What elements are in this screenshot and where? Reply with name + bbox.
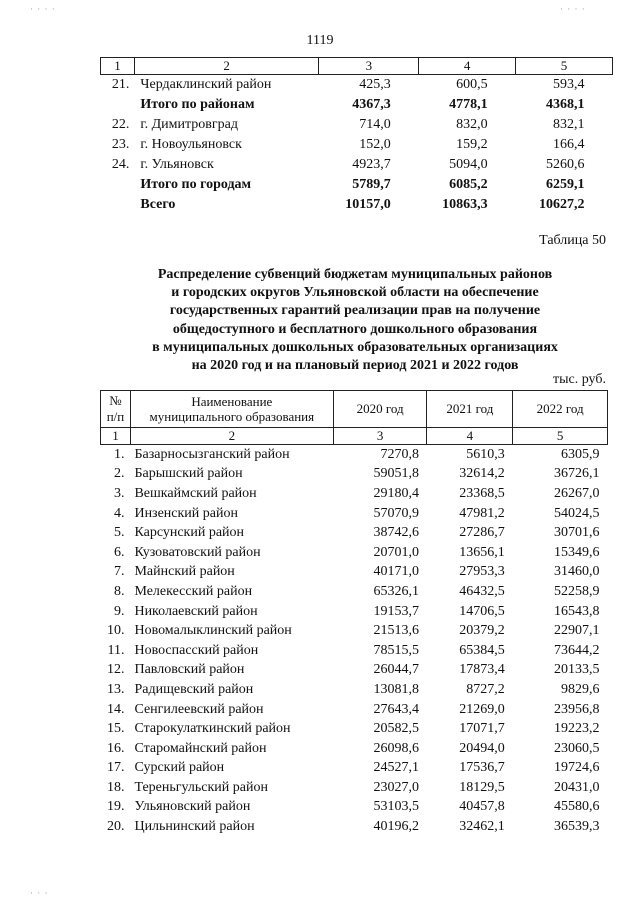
header-number: № п/п <box>101 391 131 428</box>
header-name: Наименование муниципального образования <box>130 391 333 428</box>
row-number: 1. <box>113 446 125 462</box>
column-number: 5 <box>513 428 608 445</box>
value-2022: 22907,1 <box>554 623 600 639</box>
value-2021: 17071,7 <box>459 721 505 737</box>
title-line: и городских округов Ульяновской области на обеспечение <box>171 285 539 301</box>
value-2020: 59051,8 <box>373 466 419 482</box>
header-2022: 2022 год <box>513 391 608 428</box>
municipality-name: Вешкаймский район <box>134 485 257 501</box>
municipality-name: Новоспасский район <box>134 642 259 658</box>
row-number: 17. <box>106 760 125 776</box>
value-2021: 14706,5 <box>459 603 505 619</box>
value-2020: 53103,5 <box>373 799 419 815</box>
municipality-name: Николаевский район <box>134 603 258 619</box>
row-number: 13. <box>106 681 125 697</box>
table-row <box>101 484 608 504</box>
value-2022: 73644,2 <box>554 642 600 658</box>
column-number: 5 <box>516 58 613 75</box>
row-number <box>101 195 135 215</box>
value-2021: 47981,2 <box>459 505 505 521</box>
row-number: 10. <box>106 623 125 639</box>
value-2021: 159,2 <box>456 137 488 152</box>
column-number-row <box>101 428 608 445</box>
value-2020: 57070,9 <box>373 505 419 521</box>
header-2020: 2020 год <box>333 391 427 428</box>
table-header-row <box>101 391 608 428</box>
table-label: Таблица 50 <box>539 233 606 248</box>
value-2021: 46432,5 <box>459 583 505 599</box>
municipality-name: Павловский район <box>134 662 245 678</box>
value-2020: 29180,4 <box>373 485 419 501</box>
value-2020: 4367,3 <box>352 97 391 112</box>
row-number: 18. <box>106 779 125 795</box>
municipality-name: Старомайнский район <box>134 740 267 756</box>
value-2022: 16543,8 <box>554 603 600 619</box>
value-2022: 6259,1 <box>546 177 585 192</box>
value-2020: 40196,2 <box>373 819 419 835</box>
value-2021: 20494,0 <box>459 740 505 756</box>
municipality-name: Новомалыклинский район <box>134 623 292 639</box>
municipality-name: Итого по районам <box>140 97 255 112</box>
value-2020: 10157,0 <box>345 197 391 212</box>
municipality-name: Мелекесский район <box>134 583 253 599</box>
municipality-name: г. Ульяновск <box>140 157 214 172</box>
table-row <box>101 778 608 798</box>
header-2021: 2021 год <box>427 391 513 428</box>
row-number: 6. <box>113 544 125 560</box>
value-2022: 20133,5 <box>554 662 600 678</box>
value-2022: 6305,9 <box>561 446 600 462</box>
table-row <box>101 543 608 563</box>
value-2021: 10863,3 <box>442 197 488 212</box>
value-2020: 20701,0 <box>373 544 419 560</box>
municipality-name: Старокулаткинский район <box>134 721 291 737</box>
value-2022: 593,4 <box>553 77 585 92</box>
value-2020: 38742,6 <box>373 525 419 541</box>
value-2021: 20379,2 <box>459 623 505 639</box>
value-2020: 19153,7 <box>373 603 419 619</box>
value-2020: 78515,5 <box>373 642 419 658</box>
value-2022: 30701,6 <box>554 525 600 541</box>
row-number: 22. <box>111 117 130 132</box>
column-number: 3 <box>319 58 419 75</box>
value-2020: 152,0 <box>359 137 391 152</box>
value-2022: 4368,1 <box>546 97 585 112</box>
column-number: 2 <box>134 58 318 75</box>
value-2021: 27953,3 <box>459 564 505 580</box>
value-2022: 15349,6 <box>554 544 600 560</box>
row-number <box>101 95 135 115</box>
column-number: 1 <box>101 58 135 75</box>
row-number: 20. <box>106 819 125 835</box>
value-2022: 166,4 <box>553 137 585 152</box>
value-2022: 832,1 <box>553 117 585 132</box>
title-line: на 2020 год и на плановый период 2021 и 2022 годов <box>191 358 519 374</box>
municipality-name: Барышский район <box>134 466 243 482</box>
table-row <box>101 700 608 720</box>
municipality-name: Кузоватовский район <box>134 544 261 560</box>
unit-label: тыс. руб. <box>553 372 606 387</box>
value-2022: 36726,1 <box>554 466 600 482</box>
value-2021: 23368,5 <box>459 485 505 501</box>
value-2022: 20431,0 <box>554 779 600 795</box>
municipality-name: Итого по городам <box>140 177 252 192</box>
table-title <box>90 266 620 375</box>
scan-mark: · · · · <box>560 4 586 14</box>
row-number: 21. <box>111 77 130 92</box>
value-2021: 5610,3 <box>466 446 505 462</box>
municipality-name: Сенгилеевский район <box>134 701 264 717</box>
value-2020: 40171,0 <box>373 564 419 580</box>
row-number: 4. <box>113 505 125 521</box>
value-2022: 9829,6 <box>561 681 600 697</box>
column-number: 3 <box>333 428 427 445</box>
value-2021: 17536,7 <box>459 760 505 776</box>
column-number: 2 <box>130 428 333 445</box>
row-number: 2. <box>113 466 125 482</box>
row-number: 3. <box>113 485 125 501</box>
municipality-name: Тереньгульский район <box>134 779 268 795</box>
value-2022: 19724,6 <box>554 760 600 776</box>
municipality-name: Инзенский район <box>134 505 238 521</box>
value-2021: 27286,7 <box>459 525 505 541</box>
value-2022: 52258,9 <box>554 583 600 599</box>
value-2020: 7270,8 <box>380 446 419 462</box>
row-number: 5. <box>113 525 125 541</box>
value-2021: 40457,8 <box>459 799 505 815</box>
municipality-name: Сурский район <box>134 760 225 776</box>
title-line: общедоступного и бесплатного дошкольного образования <box>172 321 538 337</box>
table-row <box>101 798 608 818</box>
table-row <box>101 621 608 641</box>
table-row <box>101 135 613 155</box>
value-2020: 21513,6 <box>373 623 419 639</box>
municipality-name: Базарносызганский район <box>134 446 290 462</box>
municipality-name: Чердаклинский район <box>140 77 272 92</box>
value-2021: 13656,1 <box>459 544 505 560</box>
value-2020: 24527,1 <box>373 760 419 776</box>
table-row <box>101 680 608 700</box>
table-row <box>101 155 613 175</box>
row-number: 15. <box>106 721 125 737</box>
table-row <box>101 504 608 524</box>
table-row <box>101 661 608 681</box>
table-row <box>101 641 608 661</box>
value-2021: 65384,5 <box>459 642 505 658</box>
value-2021: 600,5 <box>456 77 488 92</box>
scan-mark: · · · <box>30 888 49 898</box>
municipality-name: Карсунский район <box>134 525 245 541</box>
value-2020: 425,3 <box>359 77 391 92</box>
value-2021: 17873,4 <box>459 662 505 678</box>
table-row <box>101 563 608 583</box>
table-row <box>101 445 608 465</box>
row-number: 19. <box>106 799 125 815</box>
row-number: 24. <box>111 157 130 172</box>
title-line: Распределение субвенций бюджетам муниципальных районов <box>157 267 553 282</box>
value-2020: 20582,5 <box>373 721 419 737</box>
table-row <box>101 115 613 135</box>
municipality-name: г. Новоульяновск <box>140 137 242 152</box>
row-number: 7. <box>113 564 125 580</box>
row-number: 8. <box>113 583 125 599</box>
table-row <box>101 582 608 602</box>
value-2020: 27643,4 <box>373 701 419 717</box>
table-row <box>101 739 608 759</box>
value-2021: 32462,1 <box>459 819 505 835</box>
value-2022: 23956,8 <box>554 701 600 717</box>
table-row <box>101 817 608 837</box>
municipality-name: Цильнинский район <box>134 819 255 835</box>
value-2021: 21269,0 <box>459 701 505 717</box>
table-row <box>101 602 608 622</box>
value-2021: 18129,5 <box>459 779 505 795</box>
value-2022: 45580,6 <box>554 799 600 815</box>
value-2022: 10627,2 <box>539 197 585 212</box>
value-2020: 5789,7 <box>352 177 391 192</box>
table-row <box>101 523 608 543</box>
municipality-name: г. Димитровград <box>140 117 238 132</box>
value-2020: 714,0 <box>359 117 391 132</box>
value-2020: 4923,7 <box>352 157 391 172</box>
value-2020: 26098,6 <box>373 740 419 756</box>
value-2021: 6085,2 <box>449 177 488 192</box>
value-2021: 832,0 <box>456 117 488 132</box>
row-number: 9. <box>113 603 125 619</box>
title-line: в муниципальных дошкольных образовательных организациях <box>152 339 558 355</box>
row-number: 14. <box>106 701 125 717</box>
value-2022: 23060,5 <box>554 740 600 756</box>
column-number: 4 <box>427 428 513 445</box>
column-number: 4 <box>419 58 516 75</box>
value-2021: 32614,2 <box>459 466 505 482</box>
municipality-name: Майнский район <box>134 564 235 580</box>
value-2022: 5260,6 <box>546 157 585 172</box>
table-row <box>101 95 613 115</box>
page-number: 1119 <box>306 33 334 48</box>
value-2022: 26267,0 <box>554 485 600 501</box>
column-number-row <box>101 58 613 75</box>
value-2021: 4778,1 <box>449 97 488 112</box>
table-row <box>101 719 608 739</box>
value-2021: 5094,0 <box>449 157 488 172</box>
row-number: 12. <box>106 662 125 678</box>
value-2022: 19223,2 <box>554 721 600 737</box>
municipality-name: Всего <box>140 197 176 212</box>
title-line: государственных гарантий реализации прав на получение <box>169 303 541 319</box>
row-number: 11. <box>107 642 125 658</box>
value-2022: 54024,5 <box>554 505 600 521</box>
municipality-name: Радищевский район <box>134 681 254 697</box>
value-2020: 23027,0 <box>373 779 419 795</box>
table-row <box>101 465 608 485</box>
value-2021: 8727,2 <box>466 681 505 697</box>
table-row <box>101 195 613 215</box>
value-2020: 26044,7 <box>373 662 419 678</box>
column-number: 1 <box>101 428 131 445</box>
value-2020: 13081,8 <box>373 681 419 697</box>
row-number <box>101 175 135 195</box>
municipality-name: Ульяновский район <box>134 799 251 815</box>
table-row <box>101 175 613 195</box>
subsidy-table <box>100 390 608 837</box>
table-row <box>101 75 613 96</box>
row-number: 16. <box>106 740 125 756</box>
value-2020: 65326,1 <box>373 583 419 599</box>
continued-table <box>100 57 613 215</box>
row-number: 23. <box>111 137 130 152</box>
table-row <box>101 759 608 779</box>
scan-mark: · · · · <box>30 4 56 14</box>
value-2022: 36539,3 <box>554 819 600 835</box>
value-2022: 31460,0 <box>554 564 600 580</box>
